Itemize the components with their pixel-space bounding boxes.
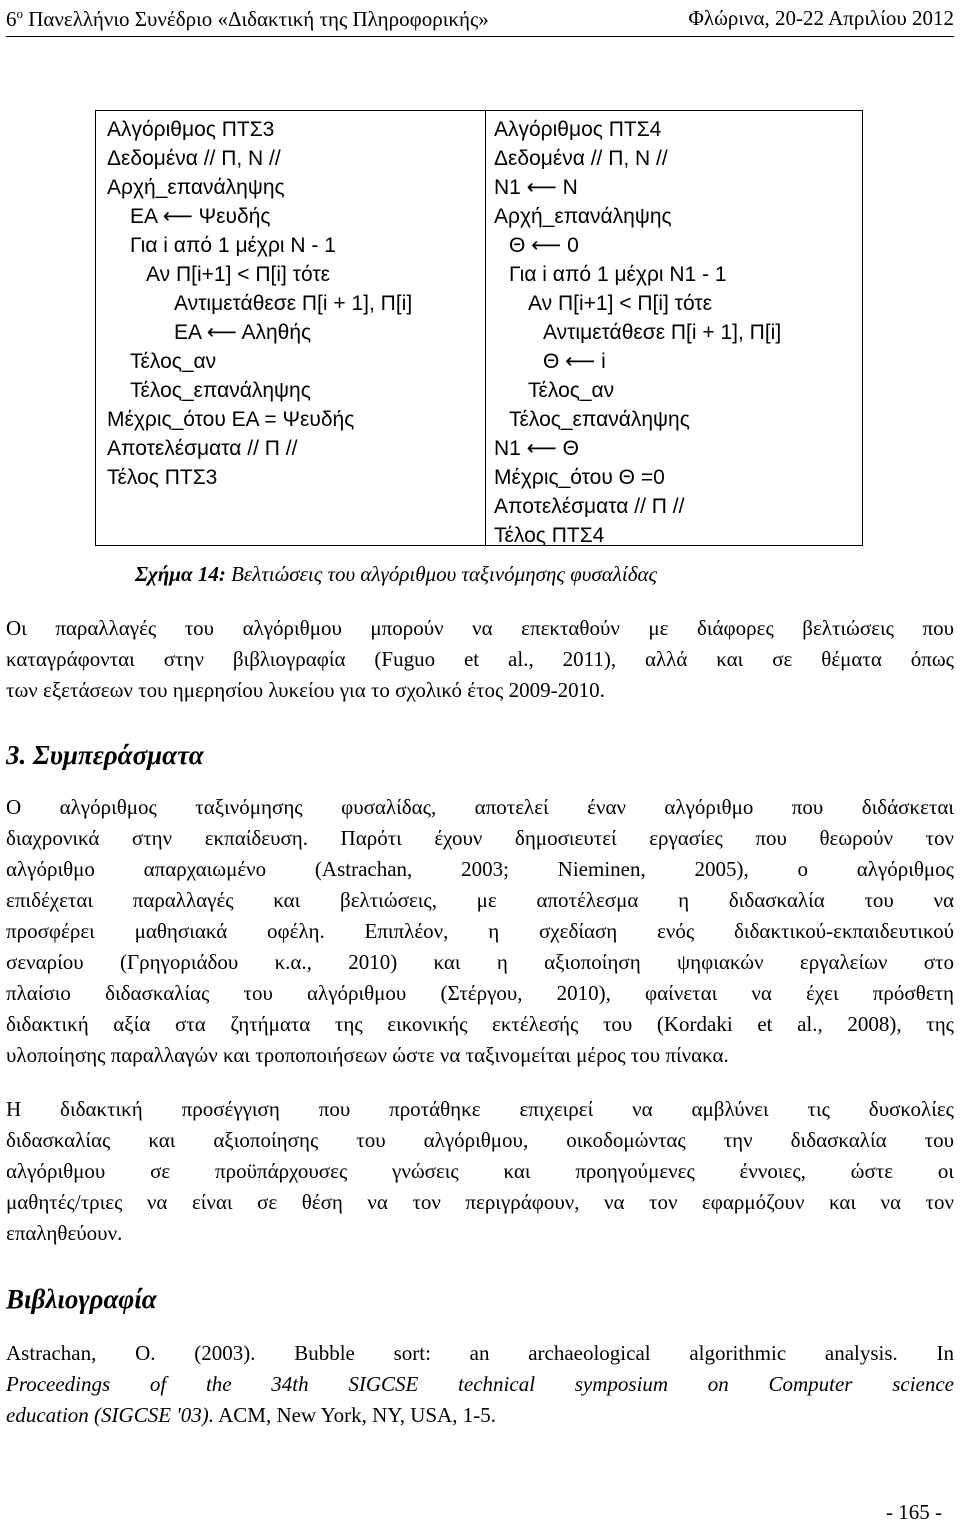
pseudocode-line: Θ ⟵ i: [543, 350, 606, 373]
pseudocode-line: Για i από 1 μέχρι Ν1 - 1: [509, 263, 727, 286]
pseudocode-line: Αποτελέσματα // Π //: [494, 495, 685, 518]
pseudocode-line: Θ ⟵ 0: [509, 234, 579, 257]
pseudocode-line: ΕΑ ⟵ Ψευδής: [130, 205, 271, 228]
text-line: Η διδακτική προσέγγιση που προτάθηκε επιχειρεί να αμβλύνει τις δυσκολίες: [6, 1097, 954, 1121]
pseudocode-line: Τέλος_επανάληψης: [130, 379, 311, 402]
pseudocode-line: Αρχή_επανάληψης: [107, 176, 285, 199]
pseudocode-line: Αρχή_επανάληψης: [494, 205, 672, 228]
pseudocode-line: Ν1 ⟵ Ν: [494, 176, 578, 199]
reference-line: education (SIGCSE '03). ACM, New York, NY, USA, 1-5.: [6, 1403, 497, 1427]
header-rule: [6, 36, 954, 37]
paragraph-variations: [6, 613, 954, 706]
pseudocode-line: Μέχρις_ότου Θ =0: [494, 466, 665, 489]
pseudocode-line: Αν Π[i+1] < Π[i] τότε: [528, 292, 713, 315]
figure-caption: Σχήμα 14: Βελτιώσεις του αλγόριθμου ταξινόμησης φυσαλίδας: [135, 562, 658, 586]
text-line: Ο αλγόριθμος ταξινόμησης φυσαλίδας, αποτελεί έναν αλγόριθμο που διδάσκεται: [6, 795, 954, 819]
pseudocode-line: Για i από 1 μέχρι Ν - 1: [130, 234, 336, 257]
paragraph-approach: [6, 1094, 954, 1249]
text-line: υλοποίησης παραλλαγών και τροποποιήσεων ώστε να ταξινομείται μέρος του πίνακα.: [6, 1043, 729, 1067]
pseudocode-line: Δεδομένα // Π, Ν //: [494, 147, 668, 170]
text-line: προσφέρει μαθησιακά οφέλη. Επιπλέον, η σχεδίαση ενός διδακτικού-εκπαιδευτικού: [6, 919, 954, 943]
page-number: - 165 -: [886, 1500, 942, 1524]
text-line: επαληθεύουν.: [6, 1221, 123, 1245]
pseudocode-line: Μέχρις_ότου ΕΑ = Ψευδής: [107, 408, 355, 431]
text-line: αλγόριθμο απαρχαιωμένο (Astrachan, 2003; Nieminen, 2005), ο αλγόριθμος: [6, 857, 954, 881]
pseudocode-line: Τέλος_επανάληψης: [509, 408, 690, 431]
text-line: διδασκαλίας και αξιοποίησης του αλγόριθμου, οικοδομώντας την διδασκαλία του: [6, 1128, 954, 1152]
pseudocode-line: Αντιμετάθεσε Π[i + 1], Π[i]: [174, 292, 413, 315]
reference-entry: [6, 1338, 954, 1431]
pseudocode-line: Δεδομένα // Π, Ν //: [107, 147, 281, 170]
pseudocode-line: Αν Π[i+1] < Π[i] τότε: [146, 263, 331, 286]
algorithm-pts3-cell: [96, 111, 486, 545]
text-line: Οι παραλλαγές του αλγόριθμου μπορούν να επεκταθούν με διάφορες βελτιώσεις που: [6, 616, 954, 640]
text-line: των εξετάσεων του ημερησίου λυκείου για το σχολικό έτος 2009-2010.: [6, 678, 605, 702]
text-line: σεναρίου (Γρηγοριάδου κ.α., 2010) και η αξιοποίηση ψηφιακών εργαλείων στο: [6, 950, 954, 974]
running-header: [6, 6, 954, 36]
pseudocode-line: ΕΑ ⟵ Αληθής: [174, 321, 312, 344]
pseudocode-line: Τέλος ΠΤΣ4: [494, 524, 605, 547]
text-line: επιδέχεται παραλλαγές και βελτιώσεις, με αποτέλεσμα η διδασκαλία του να: [6, 888, 954, 912]
paragraph-conclusions: [6, 792, 954, 1071]
pseudocode-line: Αντιμετάθεσε Π[i + 1], Π[i]: [543, 321, 782, 344]
algorithm-pts4-cell: [486, 111, 862, 545]
section-heading-conclusions: 3. Συμπεράσματα: [6, 740, 204, 770]
text-line: πλαίσιο διδασκαλίας του αλγόριθμου (Στέργου, 2010), φαίνεται να έχει πρόσθετη: [6, 981, 954, 1005]
text-line: καταγράφονται στην βιβλιογραφία (Fuguo et al., 2011), αλλά και σε θέματα όπως: [6, 647, 954, 671]
conference-location-date: Φλώρινα, 20-22 Απριλίου 2012: [688, 6, 954, 30]
algorithm-table: [95, 110, 863, 546]
pseudocode-line: Αποτελέσματα // Π //: [107, 437, 298, 460]
section-heading-bibliography: Βιβλιογραφία: [6, 1284, 157, 1314]
reference-line: Astrachan, O. (2003). Bubble sort: an archaeological algorithmic analysis. In: [6, 1341, 954, 1365]
conference-title: $6^o$ Πανελλήνιο Συνέδριο «Διδακτική της Πληροφορικής»: [6, 6, 489, 31]
text-line: διαχρονικά στην εκπαίδευση. Παρότι έχουν δημοσιευτεί εργασίες που θεωρούν τον: [6, 826, 954, 850]
pseudocode-line: Ν1 ⟵ Θ: [494, 437, 579, 460]
reference-line: Proceedings of the 34th SIGCSE technical symposium on Computer science: [6, 1372, 954, 1396]
text-line: διδακτική αξία στα ζητήματα της εικονικής εκτέλεσής του (Kordaki et al., 2008), της: [6, 1012, 954, 1036]
pseudocode-line: Αλγόριθμος ΠΤΣ3: [107, 118, 275, 141]
text-line: αλγόριθμου σε προϋπάρχουσες γνώσεις και προηγούμενες έννοιες, ώστε οι: [6, 1159, 954, 1183]
pseudocode-line: Αλγόριθμος ΠΤΣ4: [494, 118, 662, 141]
pseudocode-line: Τέλος_αν: [528, 379, 615, 402]
pseudocode-line: Τέλος_αν: [130, 350, 217, 373]
text-line: μαθητές/τριες να είναι σε θέση να τον περιγράφουν, να τον εφαρμόζουν και να τον: [6, 1190, 954, 1214]
pseudocode-line: Τέλος ΠΤΣ3: [107, 466, 218, 489]
